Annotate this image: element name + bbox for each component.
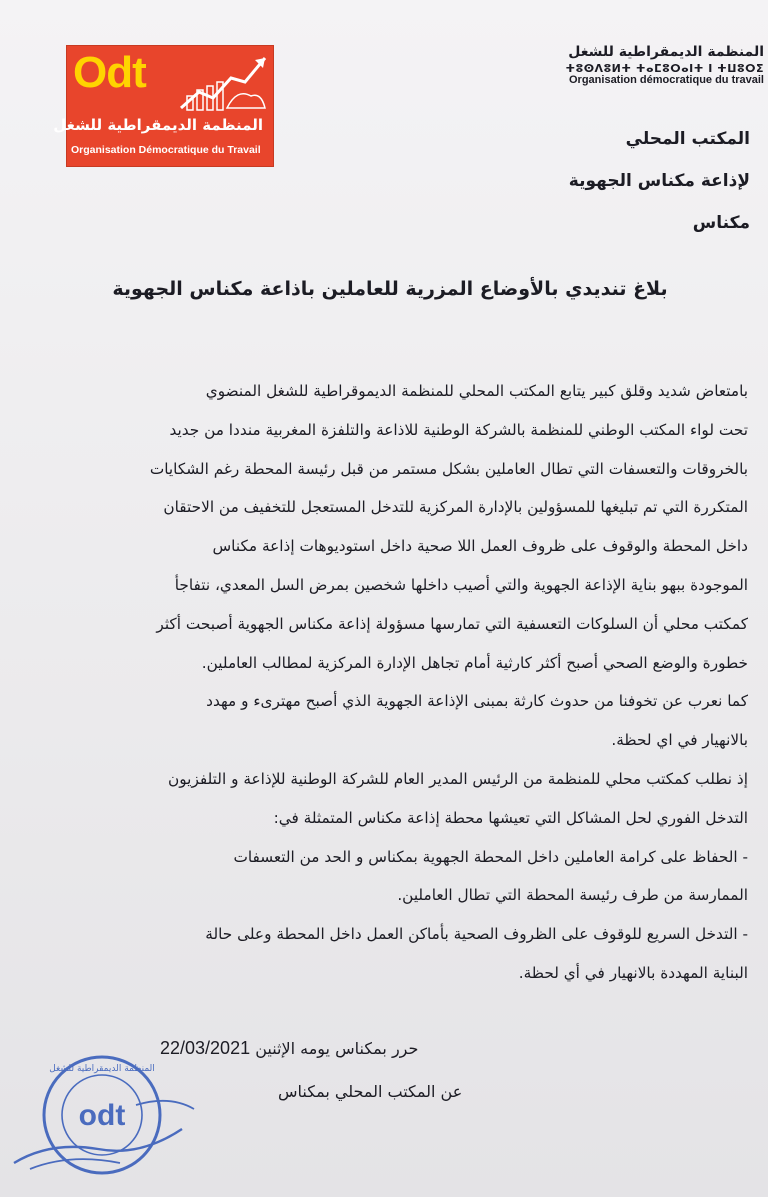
body-line: المتكررة التي تم تبليغها للمسؤولين بالإدارة المركزية للتدخل المستعجل للتخفيف من الاحتقان (163, 498, 748, 517)
body-line: داخل المحطة والوقوف على ظروف العمل اللا صحية داخل استوديوهات إذاعة مكناس (212, 537, 748, 556)
signoff: عن المكتب المحلي بمكناس (278, 1082, 463, 1101)
body-line: بالخروقات والتعسفات التي تطال العاملين بشكل مستمر من قبل رئيسة المحطة رغم الشكايات (149, 459, 748, 478)
body-line: التدخل الفوري لحل المشاكل التي تعيشها محطة إذاعة مكناس المتمثلة في: (273, 808, 748, 827)
stamp-ring-text: المنظمة الديمقراطية للشغل (49, 1064, 155, 1074)
office-line-3: مكناس (692, 213, 750, 233)
logo-graph-icon (179, 52, 269, 112)
office-line-1: المكتب المحلي (625, 129, 750, 149)
body-line: بالانهيار في اي لحظة. (611, 731, 748, 750)
logo-brand: Odt (73, 48, 146, 97)
body-line: البناية المهددة بالانهيار في أي لحظة. (518, 963, 748, 982)
body-line: الممارسة من طرف رئيسة المحطة التي تطال العاملين. (397, 886, 748, 905)
header-arabic-name: المنظمة الديمقراطية للشغل (568, 44, 764, 60)
body-line: خطورة والوضع الصحي أصبح أكثر كارثية أمام تجاهل الإدارة المركزية لمطالب العاملين. (201, 653, 748, 672)
office-address (569, 118, 750, 244)
document-body (28, 372, 748, 993)
body-line: كما نعرب عن تخوفنا من حدوث كارثة بمبنى الإذاعة الجهوية الذي أصبح مهترىء و مهدد (206, 692, 748, 711)
body-line: - الحفاظ على كرامة العاملين داخل المحطة الجهوية بمكناس و الحد من التعسفات (233, 847, 748, 866)
header-french-name: Organisation démocratique du travail (569, 74, 764, 86)
office-line-2: لإذاعة مكناس الجهوية (568, 171, 750, 191)
header-tifinagh-name: ⵜⵓⵙⴷⵓⵍⵜ ⵜⴰⵎⵓⵔⴰⵏⵜ ⵏ ⵜⵡⵓⵔⵉ (565, 62, 764, 75)
odt-stamp (10, 1045, 200, 1185)
document-title: بلاغ تنديدي بالأوضاع المزرية للعاملين باذاعة مكناس الجهوية (112, 278, 668, 300)
body-line: بامتعاض شديد وقلق كبير يتابع المكتب المحلي للمنظمة الديموقراطية للشغل المنضوي (205, 382, 748, 400)
logo-arabic-name: المنظمة الديمقراطية للشغل (53, 116, 263, 134)
body-line: إذ نطلب كمكتب محلي للمنظمة من الرئيس المدير العام للشركة الوطنية للإذاعة و التلفزيون (168, 769, 748, 788)
stamp-brand: odt (78, 1099, 126, 1132)
body-line: كمكتب محلي أن السلوكات التعسفية التي تمارسها مسؤولة إذاعة مكناس الجهوية أصبحت أكثر (156, 614, 748, 633)
document-date: 22/03/2021 (160, 1038, 251, 1058)
logo-french-name: Organisation Démocratique du Travail (71, 144, 261, 156)
body-line: الموجودة ببهو بناية الإذاعة الجهوية والتي أصيب داخلها شخصين بمرض السل المعدي، نتفاجأ (174, 575, 748, 594)
body-line: تحت لواء المكتب الوطني للمنظمة بالشركة الوطنية للاذاعة والتلفزة المغربية منددا من جديد (169, 420, 748, 439)
odt-logo (53, 45, 274, 167)
date-prefix: حرر بمكناس يومه الإثنين (255, 1039, 419, 1058)
body-line: - التدخل السريع للوقوف على الظروف الصحية بأماكن العمل داخل المحطة وعلى حالة (205, 925, 748, 944)
